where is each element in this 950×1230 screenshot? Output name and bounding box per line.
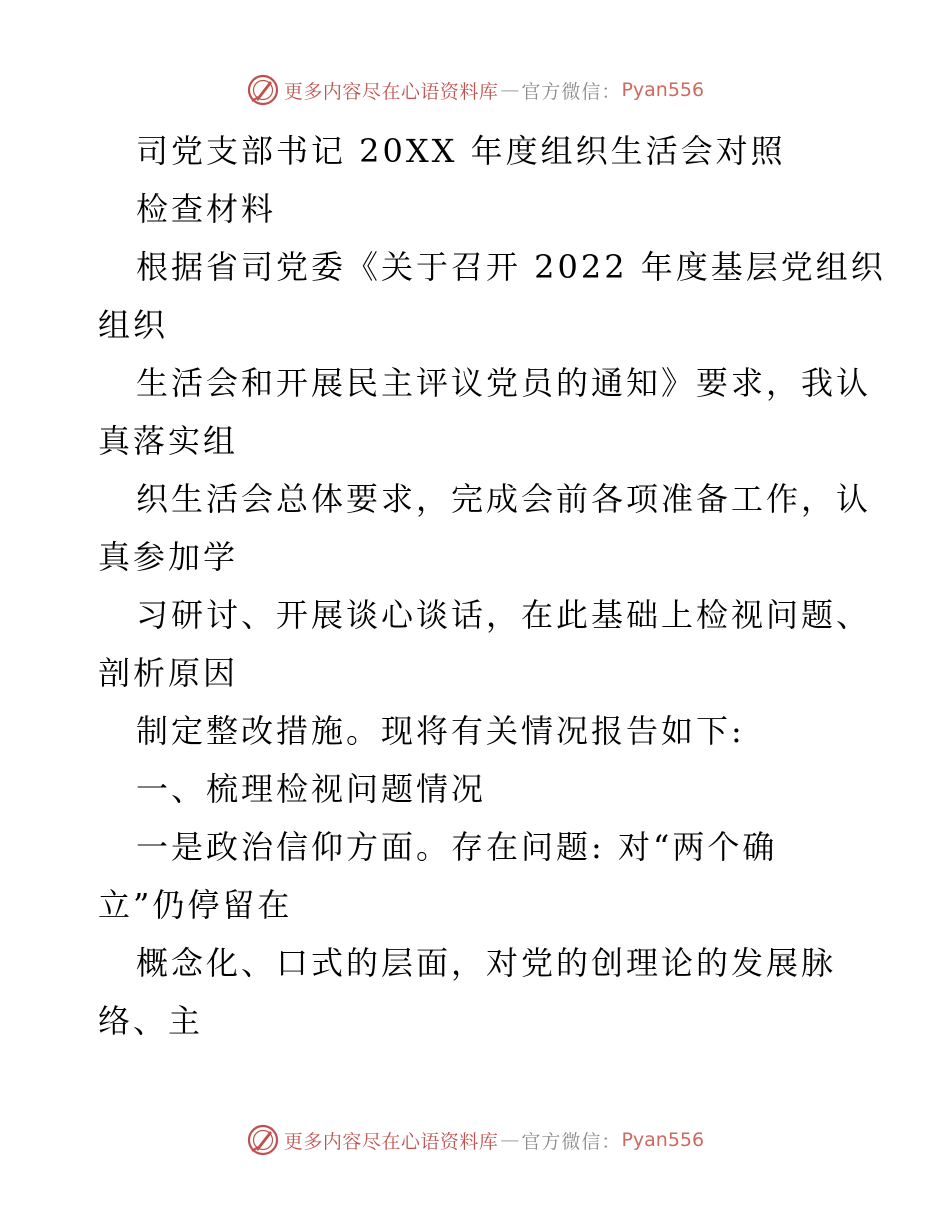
document-body (98, 122, 886, 1050)
watermark-separator: — (500, 1129, 520, 1151)
document-line: 一是政治信仰方面。存在问题: 对“两个确 (136, 828, 778, 866)
watermark-text: 更多内容尽在心语资料库 (283, 1130, 499, 1153)
document-line: 剖析原因 (98, 654, 239, 692)
document-line: 真落实组 (98, 422, 239, 460)
watermark-separator: — (500, 79, 520, 101)
document-line: 检查材料 (136, 190, 277, 228)
watermark-text: 更多内容尽在心语资料库 (283, 80, 499, 103)
section-heading: 一、梳理检视问题情况 (136, 770, 487, 808)
document-line: 络、主 (98, 1002, 204, 1040)
watermark-wechat-id: Pyan556 (621, 79, 705, 101)
watermark-wechat-id: Pyan556 (621, 1129, 705, 1151)
document-line: 立”仍停留在 (98, 886, 293, 924)
feather-seal-icon (246, 1123, 280, 1157)
document-line: 生活会和开展民主评议党员的通知》要求，我认 (136, 364, 872, 402)
footer-watermark (0, 1122, 950, 1158)
document-line: 司党支部书记 20XX 年度组织生活会对照 (136, 132, 786, 170)
feather-seal-icon (246, 73, 280, 107)
document-line: 习研讨、开展谈心谈话，在此基础上检视问题、 (136, 596, 872, 634)
document-line: 组织 (98, 306, 169, 344)
document-line: 织生活会总体要求，完成会前各项准备工作，认 (136, 480, 872, 518)
document-line: 根据省司党委《关于召开 2022 年度基层党组织 (136, 248, 886, 286)
document-line: 真参加学 (98, 538, 239, 576)
watermark-wechat-label: 官方微信： (521, 1130, 622, 1153)
document-line: 概念化、口式的层面，对党的创理论的发展脉 (136, 944, 837, 982)
watermark-wechat-label: 官方微信： (521, 80, 622, 103)
document-line: 制定整改措施。现将有关情况报告如下: (136, 712, 745, 750)
header-watermark (0, 72, 950, 108)
